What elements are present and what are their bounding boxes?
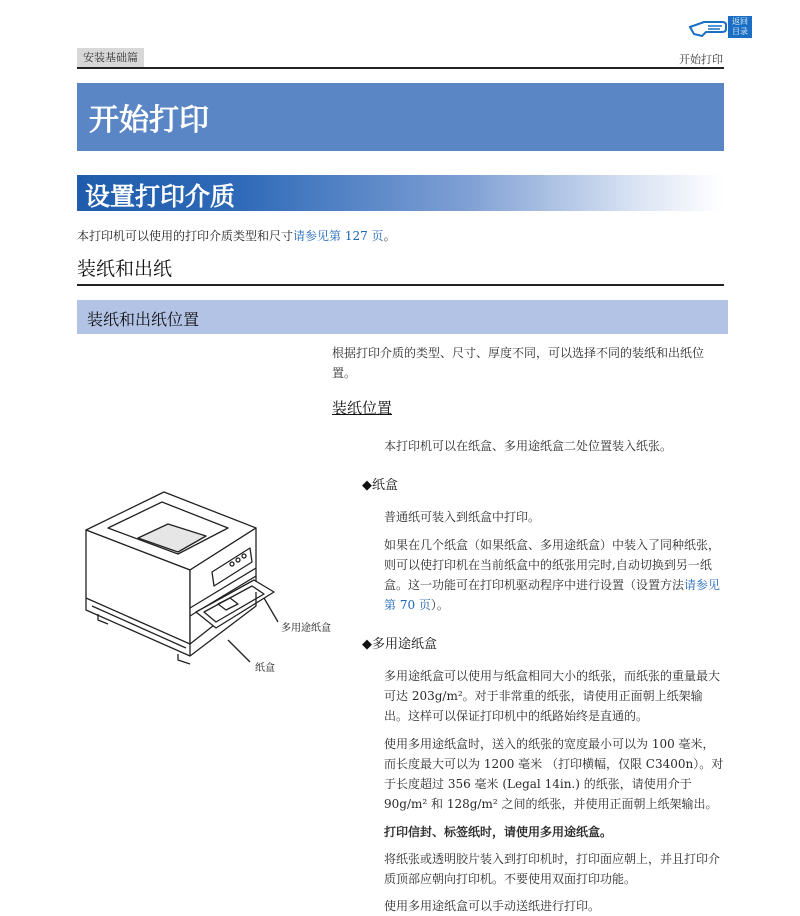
subsection-divider	[77, 284, 724, 286]
lead-paragraph: 根据打印介质的类型、尺寸、厚度不同，可以选择不同的装纸和出纸位置。	[332, 346, 705, 380]
multipurpose-tray-heading: ◆多用途纸盒	[362, 637, 437, 652]
mp-paragraph-3: 打印信封、标签纸时，请使用多用途纸盒。	[384, 825, 613, 839]
header-divider	[77, 67, 724, 69]
mp-paragraph-2: 使用多用途纸盒时，送入的纸张的宽度最小可以为 100 毫米，而长度最大可以为 1200 毫米 （打印横幅，仅限 C3400n）。对于长度超过 356 毫米 (Legal 14in.) 的纸张，请使用介于 90g/m² 和 128g/m² 之间的纸张，并使用正面朝上纸架输出。	[384, 737, 724, 811]
header-chapter-label: 开始打印	[679, 53, 723, 66]
return-label: 返回 目录	[728, 16, 752, 38]
return-to-toc-button[interactable]	[688, 14, 752, 40]
printer-illustration	[78, 488, 338, 678]
tray-paragraph-1: 普通纸可装入到纸盒中打印。	[384, 510, 541, 524]
intro-page-link[interactable]: 请参见第 127 页	[293, 229, 384, 243]
tray-page-link[interactable]: 请参见第 70 页	[384, 578, 721, 612]
mp-paragraph-1: 多用途纸盒可以使用与纸盒相同大小的纸张，而纸张的重量最大可达 203g/m²。对于非常重的纸张，请使用正面朝上纸架输出。这样可以保证打印机中的纸路始终是直通的。	[384, 669, 721, 723]
intro-paragraph: 本打印机可以使用的打印介质类型和尺寸请参见第 127 页。	[77, 229, 396, 243]
feed-paragraph: 本打印机可以在纸盒、多用途纸盒二处位置装入纸张。	[384, 439, 673, 453]
subheader-bar	[77, 300, 728, 334]
feed-position-heading: 装纸位置	[332, 399, 393, 417]
subheader-title: 装纸和出纸位置	[87, 310, 200, 329]
mp-paragraph-5: 使用多用途纸盒可以手动送纸进行打印。	[384, 899, 601, 913]
tray-heading: ◆纸盒	[362, 478, 398, 493]
section-tag: 安装基础篇	[77, 48, 144, 67]
chapter-banner	[77, 83, 724, 151]
pointing-hand-icon	[688, 14, 728, 40]
mp-paragraph-4: 将纸张或透明胶片装入到打印机时，打印面应朝上，并且打印介质顶部应朝向打印机。不要使用双面打印功能。	[384, 852, 721, 886]
tray-label: 纸盒	[255, 663, 275, 674]
tray-paragraph-2: 如果在几个纸盒（如果纸盒、多用途纸盒）中装入了同种纸张，则可以使打印机在当前纸盒中的纸张用完时,自动切换到另一纸盒。这一功能可在打印机驱动程序中进行设置（设置方法请参见第 70 页）。	[384, 538, 721, 612]
subsection-heading: 装纸和出纸	[77, 258, 173, 280]
multipurpose-tray-label: 多用途纸盒	[281, 623, 331, 634]
chapter-title: 开始打印	[89, 103, 209, 138]
section-banner	[77, 175, 724, 211]
section-title: 设置打印介质	[85, 182, 236, 211]
